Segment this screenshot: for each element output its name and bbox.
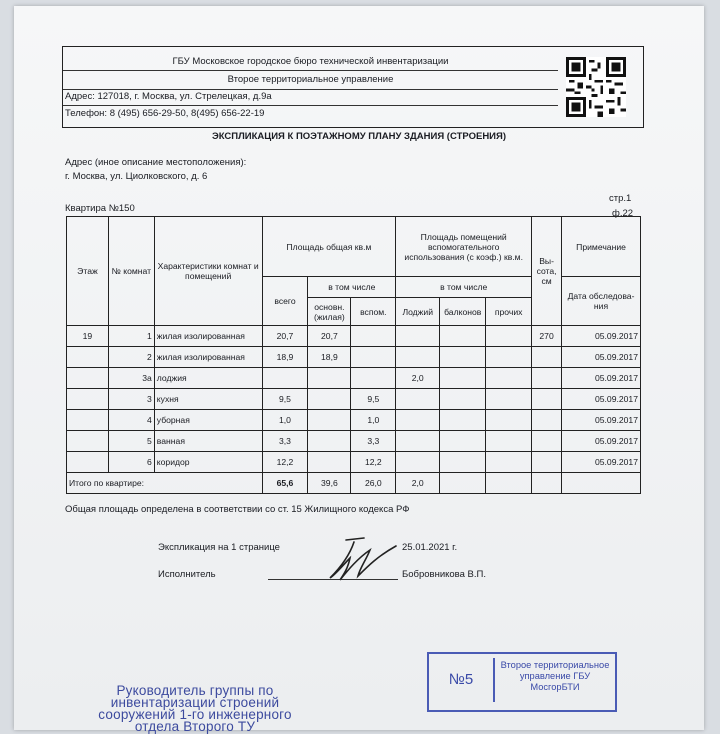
cell-main [308,410,351,431]
cell-other [486,452,532,473]
stamp-text: Второе территориальное управление ГБУ МосгорБТИ [500,660,610,692]
table-row [67,368,641,389]
cell-char: коридор [154,452,262,473]
cell-other [486,410,532,431]
cell-aux [351,347,396,368]
cell-balcony [440,347,486,368]
cell-date: 05.09.2017 [562,452,641,473]
cell-total: 1,0 [262,410,308,431]
total-loggia: 2,0 [396,473,440,494]
cell-main [308,368,351,389]
cell-loggia [396,326,440,347]
cell-room: 1 [108,326,154,347]
header-box [62,46,644,128]
header-phone: Телефон: 8 (495) 656-29-50, 8(495) 656-22-19 [65,108,265,119]
cell-date: 05.09.2017 [562,389,641,410]
document-sheet [14,6,704,734]
signature-icon [314,534,404,584]
dept-name: Второе территориальное управление [227,74,394,85]
cell-main [308,452,351,473]
total-aux: 26,0 [351,473,396,494]
header-including-1: в том числе [308,277,396,298]
header-address: Адрес: 127018, г. Москва, ул. Стрелецкая, д.9а [65,91,272,102]
cell-total: 18,9 [262,347,308,368]
table-row [67,431,641,452]
cell-loggia [396,431,440,452]
table-row [67,326,641,347]
apartment-number: Квартира №150 [65,203,135,214]
cell-balcony [440,389,486,410]
explication-table [66,216,641,494]
cell-balcony [440,326,486,347]
total-label: Итого по квартире: [67,473,263,494]
cell-floor [67,368,109,389]
cell-floor [67,452,109,473]
cell-height: 270 [532,326,562,347]
cell-height [532,452,562,473]
cell-total: 9,5 [262,389,308,410]
cell-char: лоджия [154,368,262,389]
cell-height [532,347,562,368]
cell-balcony [440,410,486,431]
cell-date: 05.09.2017 [562,347,641,368]
header-room: № комнат [108,217,154,326]
dept-stamp [427,652,617,712]
document-title: ЭКСПЛИКАЦИЯ К ПОЭТАЖНОМУ ПЛАНУ ЗДАНИЯ (СТРОЕНИЯ) [212,131,506,142]
table-row [67,389,641,410]
cell-height [532,368,562,389]
stamp-number: №5 [429,658,495,702]
header-all: всего [262,277,308,326]
page-number: стр.1 [609,193,632,204]
cell-char: уборная [154,410,262,431]
cell-total: 12,2 [262,452,308,473]
form-number: ф.22 [612,208,634,219]
cell-loggia [396,389,440,410]
cell-loggia [396,347,440,368]
cell-floor [67,389,109,410]
cell-total: 3,3 [262,431,308,452]
cell-loggia: 2,0 [396,368,440,389]
total-main: 39,6 [308,473,351,494]
cell-room: 5 [108,431,154,452]
cell-loggia [396,410,440,431]
header-loggia: Лоджий [396,298,440,326]
cell-date: 05.09.2017 [562,368,641,389]
cell-balcony [440,368,486,389]
cell-char: жилая изолированная [154,326,262,347]
cell-room: 2 [108,347,154,368]
qr-code-icon [566,57,626,117]
cell-floor [67,431,109,452]
total-area: 65,6 [262,473,308,494]
cell-aux: 1,0 [351,410,396,431]
cell-other [486,389,532,410]
cell-aux [351,326,396,347]
cell-main [308,389,351,410]
header-height: Вы-сота, см [532,217,562,326]
cell-aux: 3,3 [351,431,396,452]
cell-room: 4 [108,410,154,431]
cell-aux [351,368,396,389]
header-main: основн. (жилая) [308,298,351,326]
cell-aux: 12,2 [351,452,396,473]
cell-balcony [440,452,486,473]
cell-height [532,389,562,410]
cell-other [486,347,532,368]
address-label: Адрес (иное описание местоположения): [65,157,247,168]
header-survey-date: Дата обследова-ния [562,277,641,326]
cell-date: 05.09.2017 [562,410,641,431]
cell-other [486,326,532,347]
total-row [67,473,641,494]
cell-total [262,368,308,389]
cell-other [486,368,532,389]
header-aux-area: Площадь помещений вспомогательного использования (с коэф.) кв.м. [396,217,532,277]
cell-height [532,431,562,452]
cell-char: кухня [154,389,262,410]
header-aux: вспом. [351,298,396,326]
cell-height [532,410,562,431]
cell-room: 3 [108,389,154,410]
cell-main: 18,9 [308,347,351,368]
header-total-area: Площадь общая кв.м [262,217,396,277]
cell-floor: 19 [67,326,109,347]
address-value: г. Москва, ул. Циолковского, д. 6 [65,171,208,182]
cell-balcony [440,431,486,452]
cell-date: 05.09.2017 [562,431,641,452]
table-row [67,347,641,368]
cell-loggia [396,452,440,473]
legal-note: Общая площадь определена в соответствии со ст. 15 Жилищного кодекса РФ [65,504,410,515]
header-floor: Этаж [67,217,109,326]
executor-label: Исполнитель [158,569,216,580]
cell-room: 6 [108,452,154,473]
cell-floor [67,410,109,431]
sign-date: 25.01.2021 г. [402,542,458,553]
cell-floor [67,347,109,368]
cell-main: 20,7 [308,326,351,347]
header-note: Примечание [562,217,641,277]
cell-total: 20,7 [262,326,308,347]
header-balcony: балконов [440,298,486,326]
header-characteristics: Характеристики комнат и помещений [154,217,262,326]
header-other: прочих [486,298,532,326]
org-name: ГБУ Московское городское бюро технической инвентаризации [172,56,449,67]
table-row [67,410,641,431]
cell-char: ванная [154,431,262,452]
cell-date: 05.09.2017 [562,326,641,347]
position-stamp: Руководитель группы по инвентаризации строений сооружений 1-го инженерного отдела Второго ТУ [98,683,292,734]
cell-main [308,431,351,452]
table-row [67,452,641,473]
cell-room: 3а [108,368,154,389]
pages-count: Экспликация на 1 странице [158,542,280,553]
cell-char: жилая изолированная [154,347,262,368]
header-including-2: в том числе [396,277,532,298]
cell-other [486,431,532,452]
executor-name: Бобровникова В.П. [402,569,486,580]
cell-aux: 9,5 [351,389,396,410]
